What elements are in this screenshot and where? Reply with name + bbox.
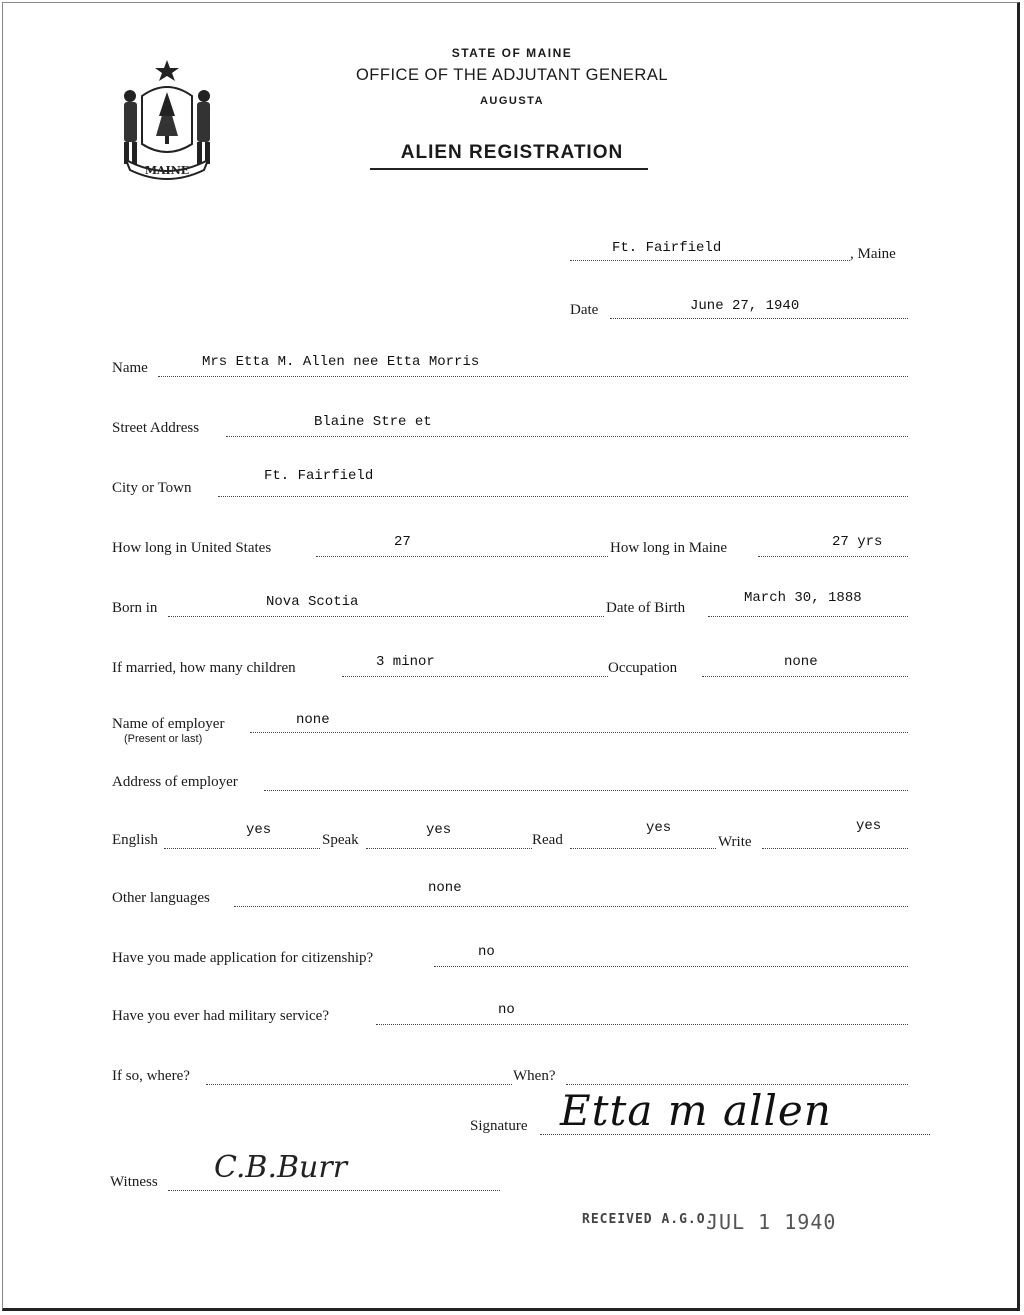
military-value: no <box>498 1002 515 1018</box>
born-in-value: Nova Scotia <box>266 594 359 610</box>
write-value: yes <box>856 818 882 834</box>
born-in-label: Born in <box>112 600 158 616</box>
when-label: When? <box>513 1068 556 1084</box>
header-office: OFFICE OF THE ADJUTANT GENERAL <box>355 66 669 84</box>
street-label: Street Address <box>112 420 200 436</box>
english-value: yes <box>246 822 272 838</box>
citizenship-value: no <box>478 944 495 960</box>
dob-value: March 30, 1888 <box>744 590 862 606</box>
employer-address-label: Address of employer <box>112 774 238 790</box>
employer-value: none <box>296 712 330 728</box>
citizenship-label: Have you made application for citizenship? <box>112 950 374 966</box>
how-long-maine-label: How long in Maine <box>610 540 728 556</box>
received-stamp-date: JUL 1 1940 <box>706 1210 837 1234</box>
dob-label: Date of Birth <box>606 600 686 616</box>
children-label: If married, how many children <box>112 660 296 676</box>
witness-label: Witness <box>110 1174 158 1190</box>
write-label: Write <box>718 834 752 850</box>
employer-label: Name of employer <box>112 716 225 732</box>
signature-value: Etta m allen <box>560 1086 832 1135</box>
street-value: Blaine Stre et <box>314 414 432 430</box>
title-underline <box>370 168 648 170</box>
how-long-maine-value: 27 yrs <box>832 534 883 550</box>
how-long-us-value: 27 <box>394 534 411 550</box>
signature-label: Signature <box>470 1118 528 1134</box>
location-suffix: , Maine <box>850 246 896 262</box>
other-languages-value: none <box>428 880 462 896</box>
name-label: Name <box>112 360 148 376</box>
witness-signature: C.B.Burr <box>214 1150 348 1185</box>
children-value: 3 minor <box>376 654 435 670</box>
header-city: AUGUSTA <box>479 95 545 107</box>
form-title: ALIEN REGISTRATION <box>400 142 624 163</box>
city-label: City or Town <box>112 480 192 496</box>
date-value: June 27, 1940 <box>690 298 800 314</box>
how-long-us-label: How long in United States <box>112 540 272 556</box>
read-value: yes <box>646 820 672 836</box>
city-value: Ft. Fairfield <box>264 468 374 484</box>
other-languages-label: Other languages <box>112 890 210 906</box>
read-label: Read <box>532 832 563 848</box>
date-label: Date <box>570 302 599 318</box>
form-page <box>2 2 1020 1311</box>
header-state: STATE OF MAINE <box>451 46 573 60</box>
seal-text: MAINE <box>144 164 190 177</box>
received-stamp-text: RECEIVED A.G.O. <box>582 1212 715 1227</box>
speak-value: yes <box>426 822 452 838</box>
occupation-value: none <box>784 654 818 670</box>
name-value: Mrs Etta M. Allen nee Etta Morris <box>202 354 480 370</box>
military-label: Have you ever had military service? <box>112 1008 329 1024</box>
location-value: Ft. Fairfield <box>612 240 722 256</box>
english-label: English <box>112 832 158 848</box>
occupation-label: Occupation <box>608 660 678 676</box>
where-label: If so, where? <box>112 1068 190 1084</box>
employer-sublabel: (Present or last) <box>124 733 203 745</box>
speak-label: Speak <box>322 832 359 848</box>
